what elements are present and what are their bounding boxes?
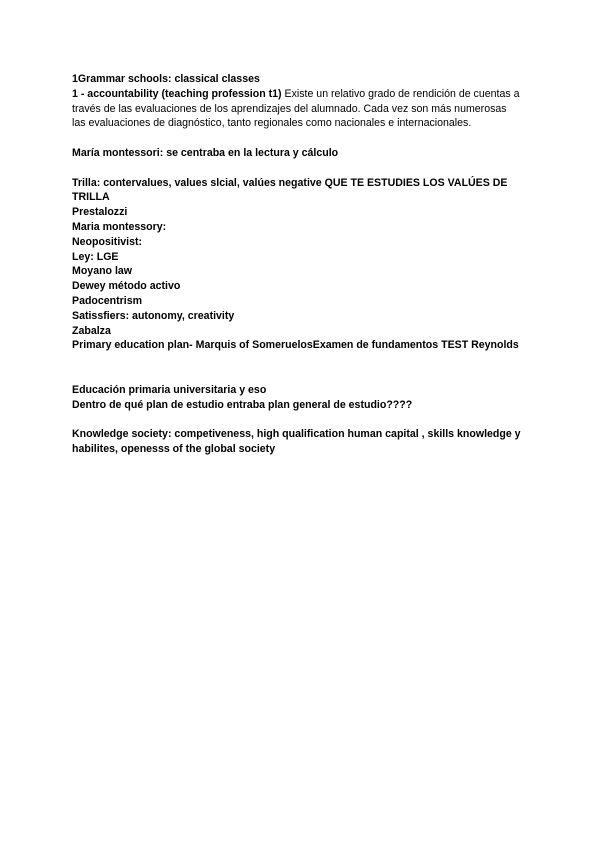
list-item: Prestalozzi (72, 206, 128, 219)
spacer (72, 161, 522, 176)
spacer (72, 412, 522, 427)
spacer (72, 131, 522, 146)
list-item: Maria montessory: (72, 220, 167, 233)
doc-heading: 1Grammar schools: classical classes (72, 73, 260, 85)
accountability-label: 1 - accountability (teaching profession t1) (72, 87, 282, 100)
list-item: Neopositivist: (72, 235, 143, 248)
list-item: Ley: LGE (72, 250, 119, 263)
list-item: Padocentrism (72, 294, 143, 307)
montessori-note: María montessori: se centraba en la lectura y cálculo (72, 146, 339, 159)
plan-question: Dentro de qué plan de estudio entraba plan general de estudio???? (72, 398, 413, 411)
accountability-paragraph (72, 87, 522, 131)
list-item: Satissfiers: autonomy, creativity (72, 309, 235, 322)
spacer (72, 353, 522, 383)
list-item: Primary education plan- Marquis of SomeruelosExamen de fundamentos TEST Reynolds (72, 339, 519, 352)
university-note: Educación primaria universitaria y eso (72, 383, 267, 396)
knowledge-society-note: Knowledge society: competiveness, high qualification human capital , skills knowledge y habilites, openesss of the global society (72, 428, 521, 455)
list-item: Zabalza (72, 324, 111, 337)
list-item: Dewey método activo (72, 280, 181, 293)
trilla-note: Trilla: contervalues, values slcial, valúes negative QUE TE ESTUDIES LOS VALÚES DE TRILLA (72, 176, 508, 204)
accountability-text: Existe un relativo grado de rendición de cuentas a través de las evaluaciones de los aprendizajes del alumnado. Cada vez son más numerosas las evaluaciones de diagnóstico, tanto regionales como nacionales e internacionales. (72, 87, 520, 130)
document-page (72, 72, 522, 457)
list-item: Moyano law (72, 265, 133, 278)
